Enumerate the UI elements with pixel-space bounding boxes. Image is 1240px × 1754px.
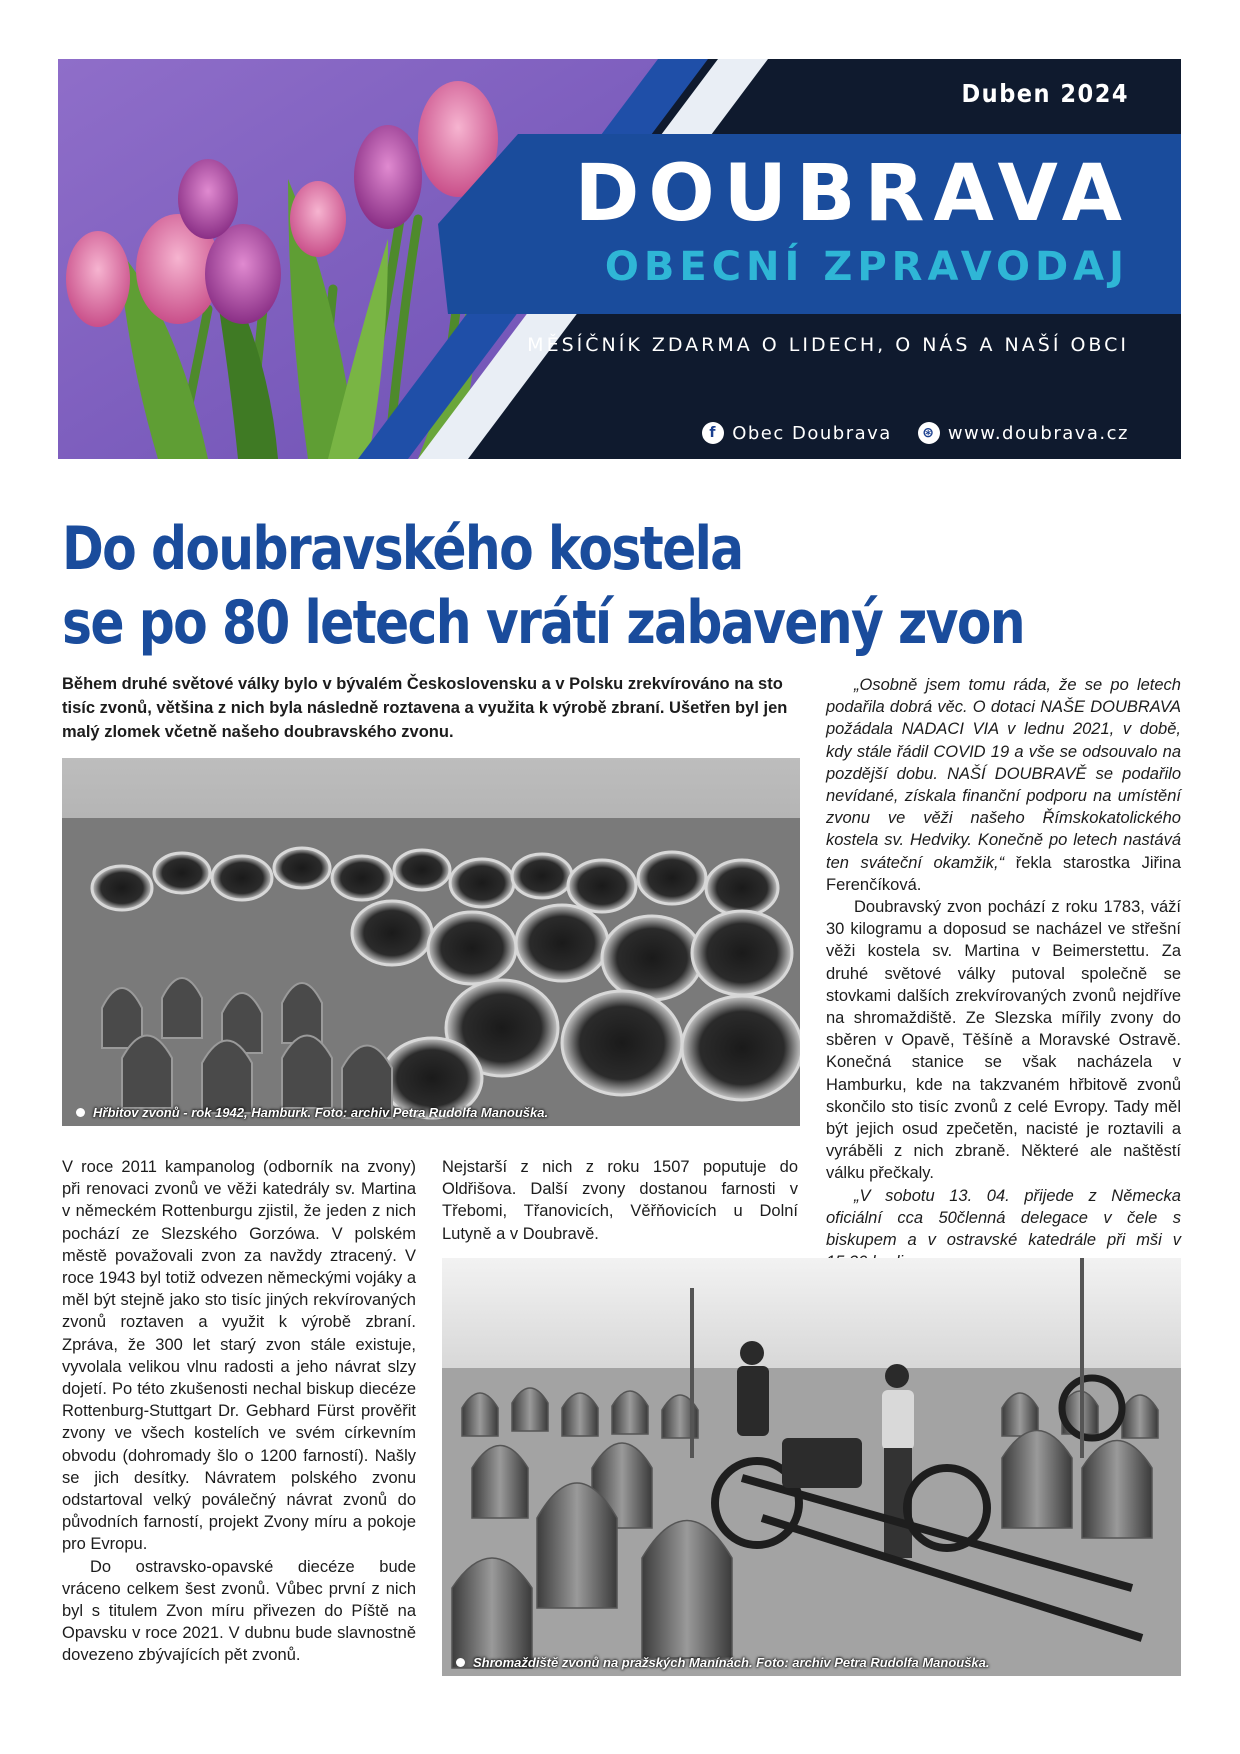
headline-line-1: Do doubravského kostela [62, 514, 743, 584]
caption-text: Hřbitov zvonů - rok 1942, Hamburk. Foto: archiv Petra Rudolfa Manouška. [93, 1105, 549, 1120]
quote-paragraph [826, 674, 1181, 896]
article-headline [62, 512, 1024, 660]
paragraph: Do ostravsko-opavské diecéze bude vráceno celkem šest zvonů. Vůbec první z nich byl s titulem Zvon míru přivezen do Píště na Opavsku v roce 2021. V dubnu bude slavnostně dovezeno zbývajících pět zvonů. [62, 1557, 416, 1665]
masthead-banner [58, 59, 1181, 459]
photo-caption-1 [76, 1105, 548, 1120]
quote-attribution: řekla starostka Jiřina Ferenčíková. [826, 853, 1182, 894]
masthead-subtitle: OBECNÍ ZPRAVODAJ [604, 244, 1129, 290]
paragraph: „V sobotu 13. 04. přijede z Německa oficiální cca 50členná delegace v čele s biskupem a v ostravské katedrále při mši v [826, 1186, 1181, 1250]
facebook-label: Obec Doubrava [732, 422, 892, 444]
facebook-link[interactable] [702, 422, 892, 444]
masthead-title: DOUBRAVA [574, 149, 1131, 239]
paragraph: Nejstarší z nich z roku 1507 poputuje do Oldřišova. Další zvony dostanou farnosti v Třebomi, Třanovicích, Věřňovicích u Dolní Lutyně a v Doubravě. [442, 1158, 798, 1243]
headline-line-2: se po 80 letech vrátí zabavený zvon [62, 588, 1024, 658]
bell-cemetery-image [62, 758, 800, 1126]
photo-bell-cemetery [62, 758, 800, 1126]
website-link[interactable] [918, 422, 1129, 444]
paragraph: V roce 2011 kampanolog (odborník na zvony) při renovaci zvonů ve věži katedrály sv. Martina v německém Rottenburgu zjistil, že jeden z nich pochází ze Slezského Gorzówa. V polském městě považovali zvon za navždy ztracený. V roce 1943 byl totiž odvezen německými vojáky a měl být stejně jako sto tisíc jiných rekvírovaných zvonů roztaven a využit k výrobě zbraní. Zpráva, že 300 let starý zvon stále existuje, vyvolala velikou vlnu radosti a jeho návrat slzy dojetí. Po této zkušenosti nechal biskup diecéze Rottenburg-Stuttgart Dr. Gebhard Fürst prověřit zvony ve všech kostelích ve svém církevním obvodu (dohromady šlo o 1200 farností). Našly se jich desítky. Návratem polského zvonu odstartoval velký poválečný návrat zvonů do původních farností, projekt Zvony míru a pokoje pro Evropu. [62, 1158, 417, 1554]
issue-date: Duben 2024 [961, 79, 1129, 108]
mayor-quote: „Osobně jsem tomu ráda, že se po letech podařila dobrá věc. O dotaci NAŠE DOUBRAVA požádala NADACI VIA v lednu 2021, v době, kdy stále řádil COVID 19 a vše se odsouvalo na pozdější dobu. NAŠÍ DOUBRAVĚ se podařilo nevídané, získala finanční podporu na umístění zvonu ve věži našeho Římskokatolického kostela sv. Hedviky. Konečně po letech nastává ten sváteční okamžik,“ [826, 676, 1181, 872]
facebook-icon: f [702, 422, 724, 444]
article-column-3 [826, 674, 1181, 1296]
photo-bell-collection-point [442, 1258, 1181, 1676]
masthead-tagline: MĚSÍČNÍK ZDARMA O LIDECH, O NÁS A NAŠÍ OBCI [527, 334, 1129, 356]
article-column-1 [62, 1156, 416, 1667]
paragraph: Doubravský zvon pochází z roku 1783, váží 30 kilogramu a doposud se nacházel ve střešní věži kostela sv. Martina v Beimerstettu. Za druhé světové války putoval společně se stovkami dalších zrekvírovaných zvonů nejdříve na shromaždiště. Ze Slezska mířily zvony do sběren v Opavě, Těšíně a Moravské Ostravě. Konečná stanice se však nacházela v Hamburku, kde na takzvaném hřbitově zvonů skončilo sto tisíc zvonů z celé Evropy. Tady měl být jejich osud zpečetěn, nacisté je roztavili a vyráběli z nich zbraně. Některé ale naštěstí válku přečkaly. [826, 898, 1181, 1183]
globe-icon: ⊛ [918, 422, 940, 444]
social-links [702, 422, 1129, 444]
article-column-2 [442, 1156, 798, 1245]
bullet-icon [456, 1658, 465, 1667]
bullet-icon [76, 1108, 85, 1117]
photo-caption-2 [456, 1655, 990, 1670]
website-label: www.doubrava.cz [947, 422, 1129, 444]
collection-point-image [442, 1258, 1181, 1676]
article-lead: Během druhé světové války bylo v bývalém Československu a v Polsku zrekvírováno na sto tisíc zvonů, většina z nich byla následně roztavena a využita k výrobě zbraní. Ušetřen byl jen malý zlomek včetně našeho doubravského zvonu. [62, 675, 788, 741]
caption-text: Shromaždiště zvonů na pražských Manínách. Foto: archiv Petra Rudolfa Manouška. [473, 1655, 990, 1670]
